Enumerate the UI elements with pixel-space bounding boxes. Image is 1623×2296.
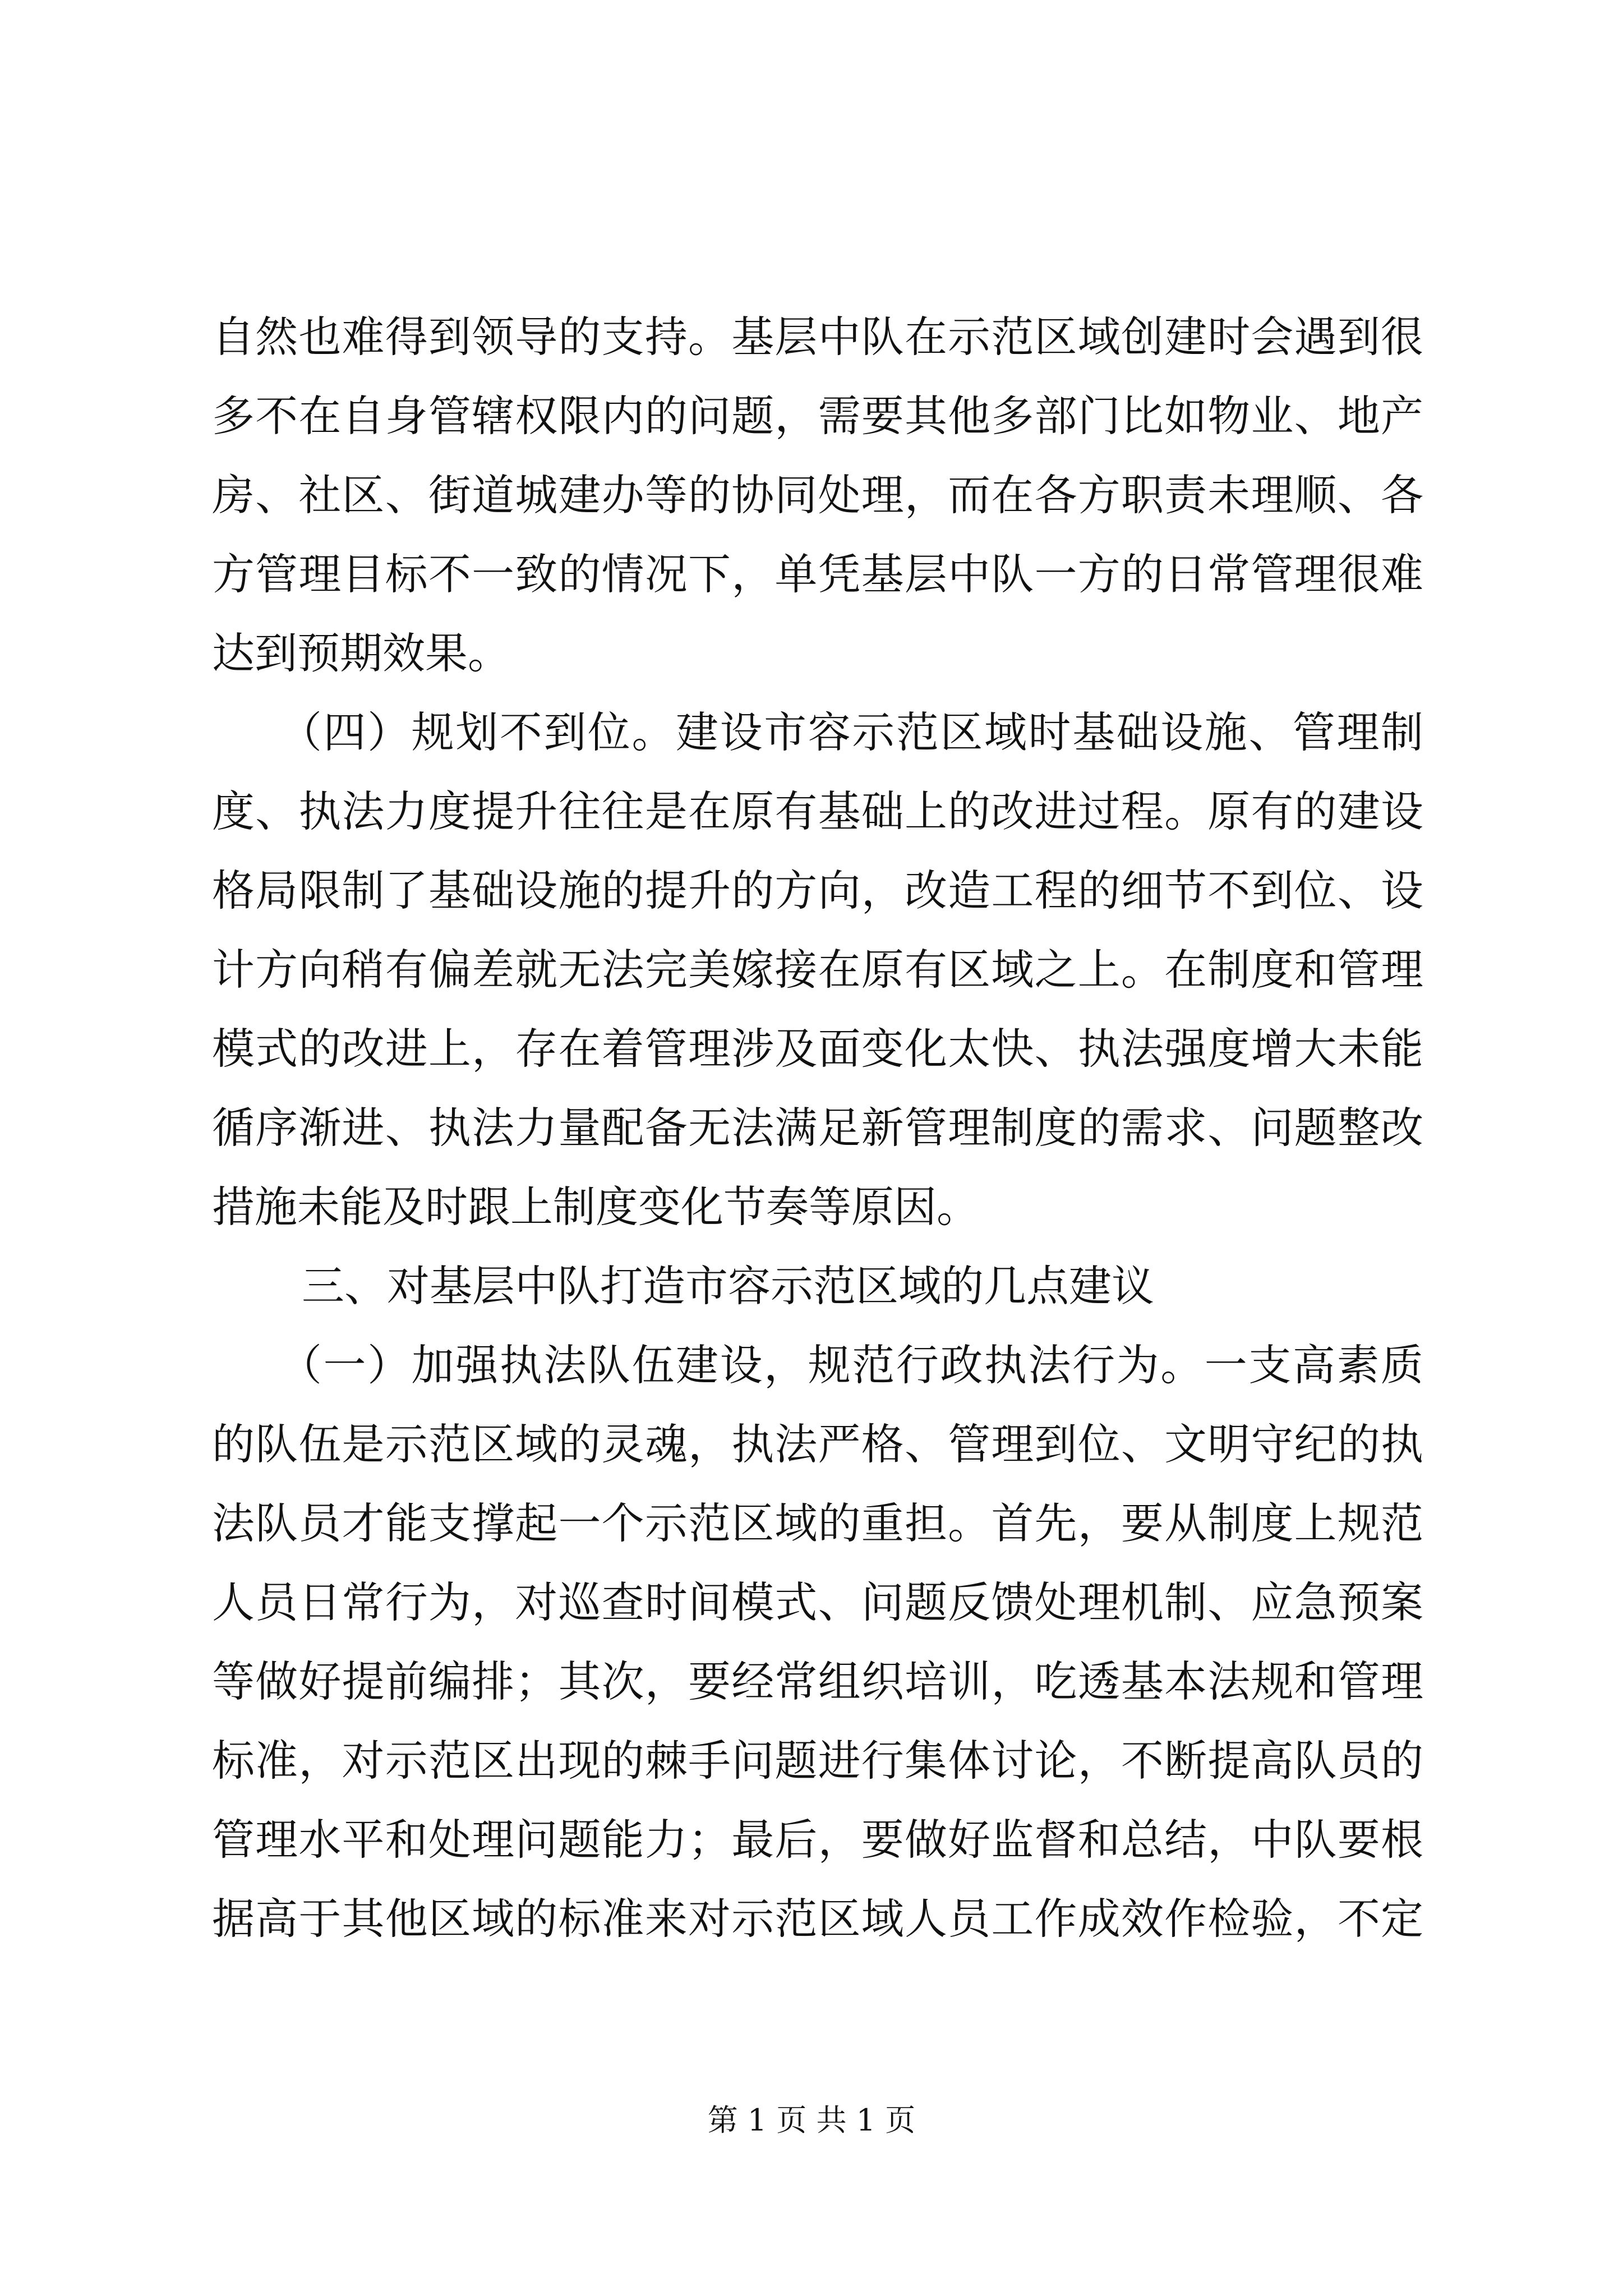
text-line: 措施未能及时跟上制度变化节奏等原因。 <box>212 1182 979 1232</box>
text-line: 度、执法力度提升往往是在原有基础上的改进过程。原有的建设 <box>212 786 1423 836</box>
text-line: 计方向稍有偏差就无法完美嫁接在原有区域之上。在制度和管理 <box>212 945 1423 995</box>
text-line: （一）加强执法队伍建设，规范行政执法行为。一支高素质 <box>279 1340 1423 1390</box>
text-line: 格局限制了基础设施的提升的方向，改造工程的细节不到位、设 <box>212 866 1423 915</box>
text-line: 循序渐进、执法力量配备无法满足新管理制度的需求、问题整改 <box>212 1103 1423 1153</box>
text-line: 自然也难得到领导的支持。基层中队在示范区域创建时会遇到很 <box>212 312 1423 362</box>
text-line: 房、社区、街道城建办等的协同处理，而在各方职责未理顺、各 <box>212 470 1423 520</box>
text-line: 管理水平和处理问题能力；最后，要做好监督和总结，中队要根 <box>212 1815 1423 1865</box>
section-heading: 三、对基层中队打造市容示范区域的几点建议 <box>302 1261 1154 1311</box>
text-line: 据高于其他区域的标准来对示范区域人员工作成效作检验，不定 <box>212 1894 1423 1944</box>
text-line: （四）规划不到位。建设市容示范区域时基础设施、管理制 <box>279 707 1423 757</box>
text-line: 的队伍是示范区域的灵魂，执法严格、管理到位、文明守纪的执 <box>212 1419 1423 1469</box>
text-line: 模式的改进上，存在着管理涉及面变化太快、执法强度增大未能 <box>212 1024 1423 1074</box>
document-body <box>212 297 1423 1958</box>
text-line: 方管理目标不一致的情况下，单凭基层中队一方的日常管理很难 <box>212 549 1423 599</box>
text-line: 等做好提前编排；其次，要经常组织培训，吃透基本法规和管理 <box>212 1657 1423 1706</box>
text-line: 法队员才能支撑起一个示范区域的重担。首先，要从制度上规范 <box>212 1498 1423 1548</box>
text-line: 达到预期效果。 <box>212 628 510 678</box>
text-line: 人员日常行为，对巡查时间模式、问题反馈处理机制、应急预案 <box>212 1577 1423 1627</box>
text-line: 多不在自身管辖权限内的问题，需要其他多部门比如物业、地产 <box>212 391 1423 441</box>
page-footer: 第 1 页 共 1 页 <box>707 2102 916 2138</box>
text-line: 标准，对示范区出现的棘手问题进行集体讨论，不断提高队员的 <box>212 1736 1423 1786</box>
